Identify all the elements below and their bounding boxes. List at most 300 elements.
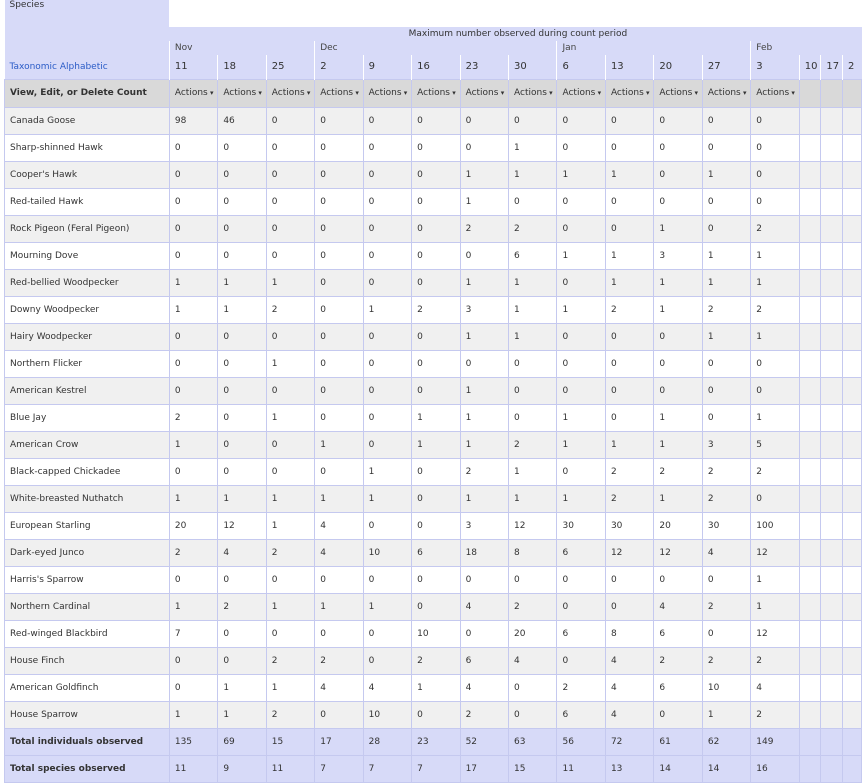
count-cell: 1 — [315, 431, 363, 458]
caret-down-icon: ▾ — [304, 89, 311, 97]
actions-dropdown[interactable] — [605, 79, 653, 107]
count-cell: 0 — [169, 377, 217, 404]
species-name: Mourning Dove — [5, 242, 170, 269]
count-cell: 0 — [315, 458, 363, 485]
count-cell: 0 — [315, 215, 363, 242]
count-cell: 2 — [266, 647, 314, 674]
count-cell: 12 — [509, 512, 557, 539]
count-cell: 4 — [605, 674, 653, 701]
empty-cell — [821, 674, 843, 701]
count-cell: 30 — [557, 512, 605, 539]
empty-cell — [799, 593, 821, 620]
count-cell: 4 — [315, 674, 363, 701]
empty-cell — [799, 674, 821, 701]
species-name: Sharp-shinned Hawk — [5, 134, 170, 161]
count-cell: 0 — [169, 242, 217, 269]
count-cell: 1 — [605, 269, 653, 296]
count-cell: 0 — [266, 431, 314, 458]
count-cell: 1 — [266, 269, 314, 296]
count-cell: 12 — [218, 512, 266, 539]
count-cell: 1 — [751, 566, 799, 593]
count-cell: 30 — [702, 512, 750, 539]
empty-cell — [821, 458, 843, 485]
actions-label: Actions — [320, 88, 354, 98]
species-name: Red-bellied Woodpecker — [5, 269, 170, 296]
date-header: 27 — [702, 55, 750, 79]
count-cell: 2 — [702, 485, 750, 512]
count-cell: 0 — [557, 350, 605, 377]
actions-dropdown[interactable] — [315, 79, 363, 107]
count-cell: 0 — [363, 161, 411, 188]
total-cell: 15 — [509, 755, 557, 782]
count-cell: 46 — [218, 107, 266, 134]
count-cell: 2 — [751, 215, 799, 242]
actions-dropdown[interactable] — [218, 79, 266, 107]
total-cell: 23 — [412, 728, 460, 755]
count-cell: 2 — [605, 296, 653, 323]
count-cell: 4 — [460, 674, 508, 701]
count-cell: 0 — [218, 323, 266, 350]
total-cell: 149 — [751, 728, 799, 755]
count-cell: 1 — [509, 269, 557, 296]
count-cell: 0 — [169, 188, 217, 215]
empty-cell — [799, 620, 821, 647]
count-cell: 0 — [169, 215, 217, 242]
count-cell: 0 — [605, 107, 653, 134]
actions-dropdown[interactable] — [654, 79, 702, 107]
empty-cell — [821, 404, 843, 431]
actions-dropdown[interactable] — [460, 79, 508, 107]
count-cell: 20 — [654, 512, 702, 539]
month-dec: Dec — [315, 41, 557, 55]
count-cell: 0 — [557, 269, 605, 296]
count-cell: 0 — [702, 350, 750, 377]
count-cell: 0 — [751, 161, 799, 188]
count-cell: 10 — [412, 620, 460, 647]
count-cell: 2 — [557, 674, 605, 701]
count-cell: 0 — [751, 350, 799, 377]
empty-cell — [821, 728, 843, 755]
count-cell: 0 — [460, 107, 508, 134]
count-cell: 1 — [751, 593, 799, 620]
count-cell: 1 — [218, 674, 266, 701]
count-cell: 0 — [702, 215, 750, 242]
count-cell: 0 — [315, 377, 363, 404]
empty-cell — [842, 431, 861, 458]
count-cell: 0 — [363, 620, 411, 647]
count-cell: 0 — [169, 134, 217, 161]
count-cell: 4 — [363, 674, 411, 701]
count-cell: 0 — [218, 161, 266, 188]
header-spacer — [5, 41, 170, 55]
actions-dropdown[interactable] — [169, 79, 217, 107]
total-cell: 9 — [218, 755, 266, 782]
count-cell: 0 — [363, 350, 411, 377]
empty-cell — [842, 188, 861, 215]
count-cell: 0 — [412, 269, 460, 296]
actions-dropdown[interactable] — [702, 79, 750, 107]
count-cell: 3 — [654, 242, 702, 269]
count-cell: 1 — [218, 485, 266, 512]
count-cell: 0 — [412, 215, 460, 242]
count-cell: 4 — [654, 593, 702, 620]
empty-cell — [799, 242, 821, 269]
count-cell: 2 — [702, 647, 750, 674]
count-cell: 0 — [169, 161, 217, 188]
species-name: House Finch — [5, 647, 170, 674]
empty-cell — [842, 512, 861, 539]
actions-label: Actions — [756, 88, 790, 98]
count-cell: 1 — [509, 134, 557, 161]
empty-cell — [821, 79, 843, 107]
count-cell: 1 — [266, 404, 314, 431]
count-cell: 0 — [702, 404, 750, 431]
count-cell: 2 — [605, 485, 653, 512]
count-cell: 0 — [218, 134, 266, 161]
count-cell: 1 — [605, 431, 653, 458]
species-name: American Kestrel — [5, 377, 170, 404]
species-name: Red-tailed Hawk — [5, 188, 170, 215]
count-cell: 0 — [509, 350, 557, 377]
count-cell: 0 — [412, 188, 460, 215]
count-cell: 0 — [169, 458, 217, 485]
count-cell: 0 — [266, 134, 314, 161]
empty-cell — [821, 566, 843, 593]
count-cell: 0 — [557, 377, 605, 404]
count-cell: 3 — [460, 512, 508, 539]
empty-cell — [842, 755, 861, 782]
count-cell: 0 — [363, 242, 411, 269]
count-cell: 0 — [412, 485, 460, 512]
count-cell: 0 — [218, 377, 266, 404]
count-cell: 0 — [654, 566, 702, 593]
count-cell: 0 — [266, 566, 314, 593]
count-cell: 1 — [460, 404, 508, 431]
caret-down-icon: ▾ — [789, 89, 795, 97]
empty-cell — [842, 458, 861, 485]
count-cell: 1 — [557, 242, 605, 269]
sort-taxonomic-alphabetic-link[interactable]: Taxonomic Alphabetic — [5, 55, 170, 79]
count-cell: 0 — [751, 485, 799, 512]
caret-down-icon: ▾ — [498, 89, 505, 97]
empty-cell — [821, 215, 843, 242]
month-feb: Feb — [751, 41, 862, 55]
count-cell: 7 — [169, 620, 217, 647]
empty-cell — [799, 350, 821, 377]
count-cell: 1 — [751, 404, 799, 431]
empty-cell — [842, 647, 861, 674]
count-cell: 0 — [218, 404, 266, 431]
actions-label: Actions — [514, 88, 547, 98]
count-cell: 1 — [412, 431, 460, 458]
count-cell: 2 — [751, 296, 799, 323]
count-cell: 1 — [266, 512, 314, 539]
count-cell: 6 — [412, 539, 460, 566]
count-cell: 1 — [266, 485, 314, 512]
species-name: White-breasted Nuthatch — [5, 485, 170, 512]
total-cell: 15 — [266, 728, 314, 755]
count-cell: 0 — [557, 134, 605, 161]
count-cell: 1 — [460, 323, 508, 350]
empty-cell — [821, 647, 843, 674]
empty-cell — [799, 485, 821, 512]
count-cell: 0 — [412, 377, 460, 404]
count-cell: 0 — [169, 674, 217, 701]
actions-dropdown[interactable] — [751, 79, 799, 107]
count-cell: 0 — [412, 134, 460, 161]
count-cell: 1 — [460, 485, 508, 512]
empty-cell — [842, 134, 861, 161]
species-name: Northern Cardinal — [5, 593, 170, 620]
count-cell: 0 — [412, 566, 460, 593]
count-cell: 2 — [509, 215, 557, 242]
period-title: Maximum number observed during count period — [169, 27, 861, 41]
count-cell: 1 — [654, 431, 702, 458]
empty-cell — [842, 404, 861, 431]
count-cell: 1 — [169, 485, 217, 512]
count-cell: 2 — [702, 296, 750, 323]
total-cell: 17 — [315, 728, 363, 755]
count-cell: 1 — [460, 188, 508, 215]
count-cell: 3 — [702, 431, 750, 458]
empty-cell — [842, 242, 861, 269]
count-cell: 0 — [557, 188, 605, 215]
count-cell: 0 — [315, 566, 363, 593]
empty-cell — [799, 755, 821, 782]
empty-cell — [799, 188, 821, 215]
count-cell: 0 — [654, 377, 702, 404]
count-cell: 0 — [218, 566, 266, 593]
actions-dropdown[interactable] — [363, 79, 411, 107]
count-cell: 1 — [509, 161, 557, 188]
empty-cell — [842, 728, 861, 755]
count-cell: 6 — [460, 647, 508, 674]
header-spacer — [5, 27, 170, 41]
count-cell: 0 — [363, 107, 411, 134]
actions-dropdown[interactable] — [509, 79, 557, 107]
total-cell: 56 — [557, 728, 605, 755]
count-cell: 0 — [509, 674, 557, 701]
count-cell: 4 — [751, 674, 799, 701]
empty-cell — [799, 161, 821, 188]
date-header: 25 — [266, 55, 314, 79]
count-cell: 2 — [460, 701, 508, 728]
count-cell: 0 — [315, 188, 363, 215]
total-cell: 63 — [509, 728, 557, 755]
actions-label: Actions — [465, 88, 499, 98]
count-cell: 0 — [557, 593, 605, 620]
count-cell: 0 — [315, 323, 363, 350]
empty-cell — [821, 350, 843, 377]
empty-cell — [842, 269, 861, 296]
count-cell: 0 — [315, 242, 363, 269]
caret-down-icon: ▾ — [643, 89, 650, 97]
count-cell: 2 — [654, 458, 702, 485]
count-cell: 1 — [654, 404, 702, 431]
count-cell: 1 — [557, 404, 605, 431]
month-nov: Nov — [169, 41, 314, 55]
count-cell: 0 — [460, 242, 508, 269]
caret-down-icon: ▾ — [256, 89, 262, 97]
count-cell: 0 — [509, 404, 557, 431]
count-cell: 0 — [266, 161, 314, 188]
total-cell: 11 — [557, 755, 605, 782]
count-cell: 1 — [412, 404, 460, 431]
count-cell: 1 — [751, 269, 799, 296]
total-cell: 16 — [751, 755, 799, 782]
count-cell: 6 — [557, 539, 605, 566]
count-cell: 0 — [605, 134, 653, 161]
count-cell: 0 — [363, 188, 411, 215]
count-cell: 1 — [218, 296, 266, 323]
count-cell: 0 — [218, 431, 266, 458]
count-cell: 2 — [702, 593, 750, 620]
date-header: 3 — [751, 55, 799, 79]
count-cell: 6 — [557, 701, 605, 728]
count-cell: 6 — [654, 674, 702, 701]
count-cell: 2 — [266, 296, 314, 323]
count-cell: 1 — [509, 296, 557, 323]
count-cell: 1 — [605, 161, 653, 188]
count-cell: 0 — [412, 161, 460, 188]
count-cell: 1 — [557, 296, 605, 323]
empty-cell — [799, 431, 821, 458]
count-cell: 0 — [702, 188, 750, 215]
count-cell: 0 — [654, 701, 702, 728]
count-cell: 0 — [702, 107, 750, 134]
total-cell: 7 — [315, 755, 363, 782]
count-cell: 1 — [557, 431, 605, 458]
empty-cell — [821, 296, 843, 323]
empty-cell — [842, 377, 861, 404]
species-name: Blue Jay — [5, 404, 170, 431]
count-cell: 0 — [363, 377, 411, 404]
count-cell: 0 — [412, 458, 460, 485]
count-cell: 0 — [266, 107, 314, 134]
count-cell: 1 — [363, 296, 411, 323]
empty-cell — [799, 647, 821, 674]
count-cell: 6 — [654, 620, 702, 647]
count-cell: 4 — [605, 701, 653, 728]
count-cell: 1 — [169, 701, 217, 728]
count-cell: 2 — [169, 539, 217, 566]
count-cell: 1 — [702, 161, 750, 188]
total-cell: 14 — [702, 755, 750, 782]
count-cell: 4 — [218, 539, 266, 566]
count-cell: 1 — [266, 593, 314, 620]
count-cell: 2 — [412, 296, 460, 323]
count-cell: 0 — [751, 134, 799, 161]
empty-cell — [842, 79, 861, 107]
count-cell: 1 — [169, 269, 217, 296]
empty-cell — [842, 215, 861, 242]
count-cell: 1 — [654, 215, 702, 242]
empty-cell — [842, 323, 861, 350]
count-cell: 0 — [557, 566, 605, 593]
species-name: Cooper's Hawk — [5, 161, 170, 188]
date-header: 2 — [842, 55, 861, 79]
empty-cell — [821, 701, 843, 728]
count-cell: 0 — [605, 404, 653, 431]
count-cell: 0 — [412, 512, 460, 539]
actions-label: Actions — [368, 88, 402, 98]
count-cell: 0 — [605, 566, 653, 593]
count-cell: 0 — [460, 134, 508, 161]
count-cell: 1 — [460, 431, 508, 458]
count-cell: 0 — [169, 350, 217, 377]
empty-cell — [842, 701, 861, 728]
actions-label: Actions — [610, 88, 644, 98]
total-cell: 135 — [169, 728, 217, 755]
actions-dropdown[interactable] — [412, 79, 460, 107]
date-header: 23 — [460, 55, 508, 79]
count-cell: 0 — [315, 701, 363, 728]
empty-cell — [821, 539, 843, 566]
actions-label: Actions — [174, 88, 208, 98]
count-cell: 0 — [605, 350, 653, 377]
count-cell: 0 — [315, 269, 363, 296]
actions-label: Actions — [659, 88, 693, 98]
count-cell: 0 — [315, 620, 363, 647]
count-cell: 0 — [412, 350, 460, 377]
empty-cell — [799, 512, 821, 539]
count-cell: 0 — [363, 431, 411, 458]
total-cell: 62 — [702, 728, 750, 755]
count-cell: 6 — [509, 242, 557, 269]
empty-cell — [821, 620, 843, 647]
count-cell: 0 — [702, 620, 750, 647]
count-cell: 2 — [751, 701, 799, 728]
count-cell: 0 — [509, 107, 557, 134]
actions-dropdown[interactable] — [266, 79, 314, 107]
empty-cell — [799, 404, 821, 431]
count-cell: 2 — [509, 431, 557, 458]
count-cell: 0 — [460, 620, 508, 647]
species-name: European Starling — [5, 512, 170, 539]
count-cell: 20 — [509, 620, 557, 647]
date-header: 11 — [169, 55, 217, 79]
count-cell: 0 — [751, 188, 799, 215]
count-cell: 0 — [218, 620, 266, 647]
count-cell: 6 — [557, 620, 605, 647]
count-cell: 1 — [702, 269, 750, 296]
species-name: Rock Pigeon (Feral Pigeon) — [5, 215, 170, 242]
total-cell: 28 — [363, 728, 411, 755]
count-cell: 0 — [557, 107, 605, 134]
actions-dropdown[interactable] — [557, 79, 605, 107]
empty-cell — [799, 458, 821, 485]
count-cell: 0 — [654, 323, 702, 350]
count-cell: 4 — [460, 593, 508, 620]
count-cell: 1 — [557, 161, 605, 188]
count-cell: 1 — [751, 242, 799, 269]
count-cell: 100 — [751, 512, 799, 539]
empty-cell — [821, 188, 843, 215]
empty-cell — [842, 350, 861, 377]
count-cell: 0 — [266, 188, 314, 215]
count-cell: 1 — [557, 485, 605, 512]
empty-cell — [821, 134, 843, 161]
count-cell: 1 — [460, 269, 508, 296]
count-cell: 0 — [363, 323, 411, 350]
count-cell: 0 — [654, 134, 702, 161]
count-cell: 0 — [363, 512, 411, 539]
count-cell: 0 — [315, 134, 363, 161]
count-cell: 0 — [509, 188, 557, 215]
count-cell: 0 — [412, 107, 460, 134]
count-cell: 0 — [460, 350, 508, 377]
count-cell: 2 — [218, 593, 266, 620]
